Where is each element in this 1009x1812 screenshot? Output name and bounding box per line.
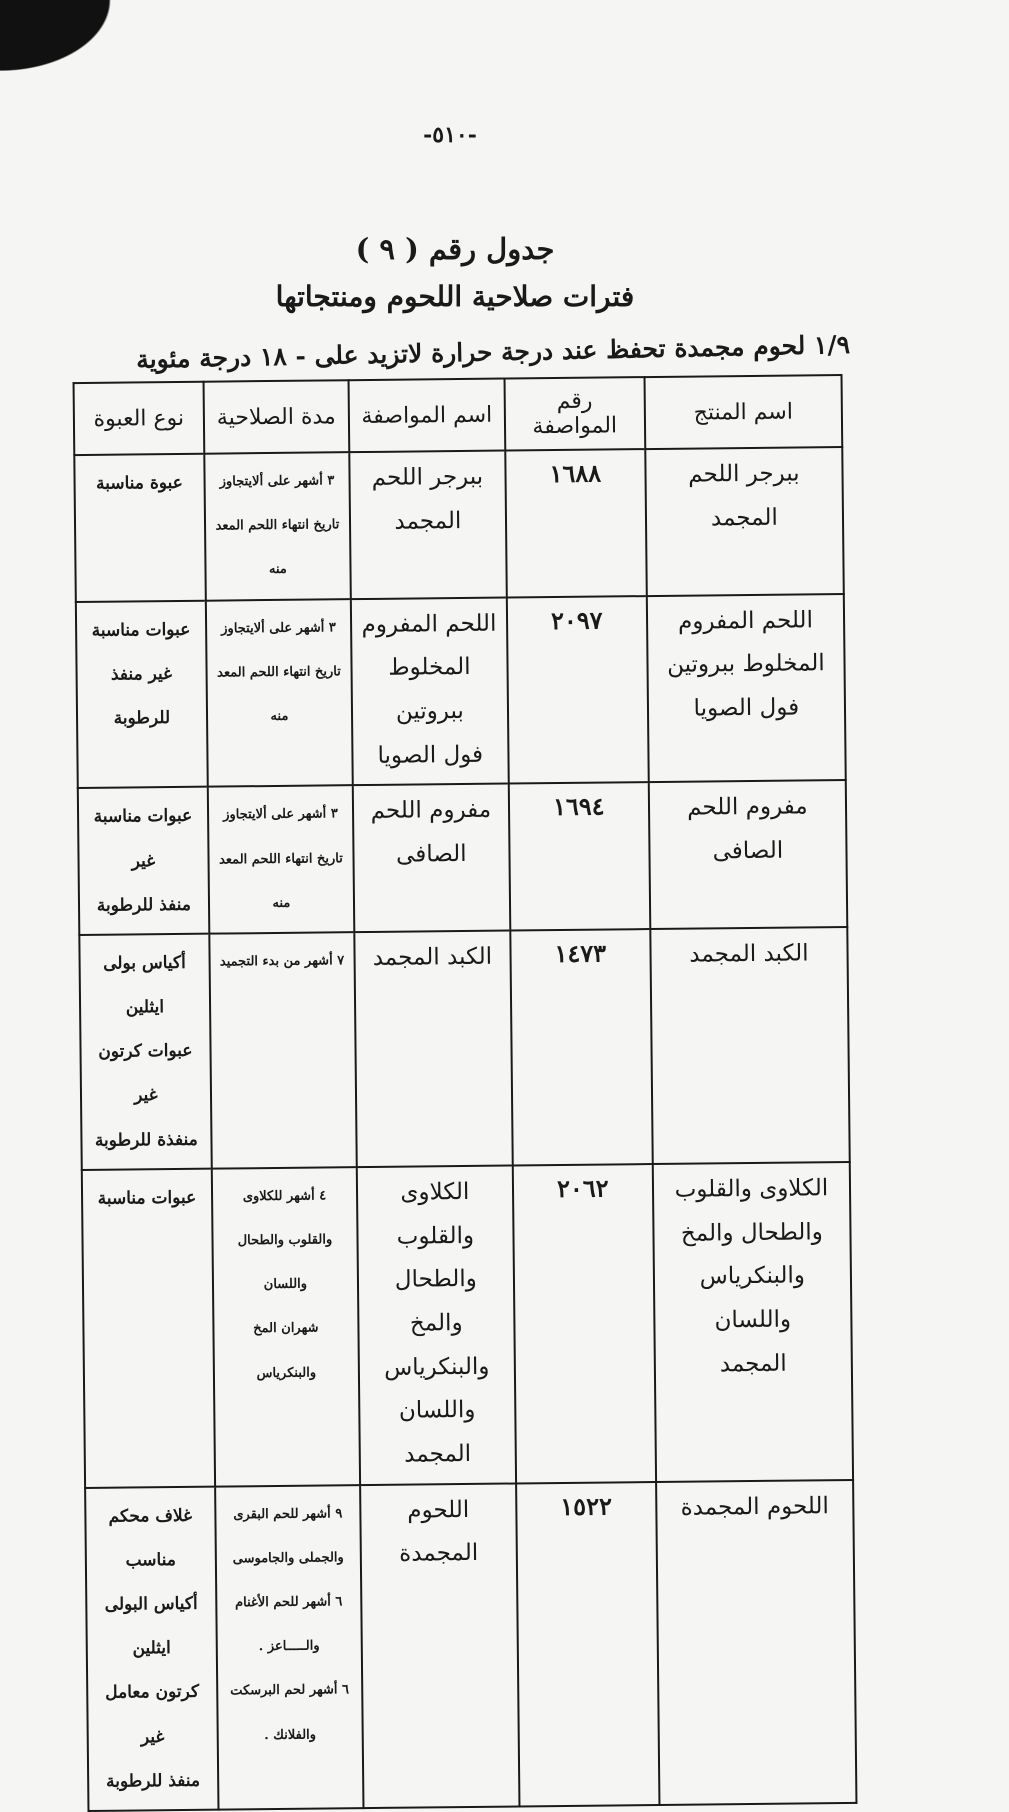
package-type-line: أكياس البولى ايثلين [104,1593,198,1659]
shelf-life-line: والجملى والجاموسى [232,1550,344,1567]
spec-name-line: والطحال والمخ [394,1266,477,1337]
spec-name-line: اللحم المفروم [361,610,497,638]
package-type-line: عبوات مناسبة غير [93,806,193,871]
shelf-life-line: ٩ أشهر للحم البقرى [233,1505,343,1523]
package-type-line: كرتون معامل غير [105,1682,200,1747]
shelf-life-cell [204,452,351,600]
product-name-line: ببرجر اللحم المجمد [688,460,800,532]
product-name-line: الكلاوى والقلوب [674,1175,829,1203]
package-type-line: منفذ للرطوبة [105,1770,201,1792]
table-row [79,927,849,1170]
spec-name-cell [357,1165,516,1484]
shelf-life-table [73,374,858,1812]
product-name-cell [645,447,844,596]
spec-name-cell [360,1483,519,1808]
shelf-life-cell [206,599,353,787]
header-shelf-life: مدة الصلاحية [203,380,349,454]
package-type-line: للرطوبة [113,708,171,729]
product-name-line: اللحم المفروم [677,606,814,635]
shelf-life-line: والقلوب والطحال [237,1232,333,1249]
header-package-type: نوع العبوة [74,382,204,455]
page-number: -٥١٠- [423,122,477,148]
spec-name-line: فول الصويا [377,741,484,769]
package-type-line: عبوة مناسبة [95,472,183,494]
package-type-line: أكياس بولى ايثلين [103,952,186,1018]
spec-name-cell [351,597,509,785]
product-name-line: اللحوم المجمدة [680,1492,830,1521]
package-type-cell [78,787,209,935]
header-product-name: اسم المنتج [644,375,842,449]
package-type-cell [76,600,208,788]
shelf-life-line: تاريخ انتهاء اللحم المعد منه [215,517,340,578]
table-row [74,447,843,602]
spec-number-cell: ١٦٩٤ [508,782,650,930]
product-name-cell [653,1162,854,1482]
shelf-life-line: ٧ أشهر من بدء التجميد [219,953,345,970]
table-row [85,1480,856,1811]
table-row [82,1162,853,1488]
spec-name-line: والبنكرياس [383,1353,490,1381]
package-type-cell [79,934,211,1170]
section-heading: ١/٩ لحوم مجمدة تحفظ عند درجة حرارة لاتزيد على - ١٨ درجة مئوية [135,330,851,374]
shelf-life-line: تاريخ انتهاء اللحم المعد منه [217,664,341,724]
spec-name-line: ببرجر اللحم [371,463,484,491]
shelf-life-line: شهران المخ والبنكرياس [253,1320,319,1381]
product-name-line: المخلوط ببروتين [666,650,825,679]
package-type-line: عبوات كرتون غير [98,1041,193,1106]
package-type-line: عبوات مناسبة [91,619,191,641]
header-spec-number: رقم المواصفة [504,377,645,450]
spec-number-cell: ٢٠٦٢ [512,1164,655,1483]
spec-number-cell: ٢٠٩٧ [507,596,649,784]
spec-number-cell: ١٦٨٨ [505,449,647,597]
package-type-line: غير منفذ [110,663,173,685]
product-name-line: مفروم اللحم [687,793,808,821]
shelf-life-cell [208,785,355,933]
spec-name-line: مفروم اللحم [370,797,492,825]
header-spec-name: اسم المواصفة [349,379,505,453]
shelf-life-line: والفلانك . [264,1727,317,1743]
product-name-cell [649,780,848,929]
package-type-line: منفذة للرطوبة [94,1129,198,1151]
spec-name-line: الصافى [395,840,467,868]
product-name-cell [650,927,850,1164]
spec-name-cell [349,451,506,599]
shelf-life-cell [212,1167,361,1486]
shelf-life-line: ٣ أشهر على ألايتجاوز [219,473,335,490]
spec-name-line: اللحوم المجمدة [399,1496,479,1568]
spec-name-line: واللسان المجمد [398,1397,476,1468]
product-name-cell [647,594,846,783]
shelf-life-line: ٣ أشهر على ألايتجاوز [223,806,338,823]
shelf-life-line: ٣ أشهر على ألايتجاوز [221,619,336,637]
shelf-life-cell [209,932,357,1168]
spec-name-line: الكلاوى والقلوب [396,1178,475,1250]
spec-name-cell [353,784,510,932]
spec-name-line: الكبد المجمد [372,943,493,971]
package-type-cell [82,1168,215,1487]
spec-name-cell [354,930,512,1167]
package-type-line: عبوات مناسبة [97,1187,197,1209]
product-name-line: المجمد [719,1350,787,1377]
package-type-line: منفذ للرطوبة [96,894,192,916]
product-name-line: فول الصويا [693,694,800,722]
spec-name-line: المجمد [394,507,462,535]
product-name-line: والطحال والمخ [680,1218,823,1247]
shelf-life-cell [215,1485,364,1810]
scan-shadow-corner [0,0,140,90]
product-name-line: والبنكرياس واللسان [699,1262,806,1334]
product-name-line: الكبد المجمد [689,940,809,968]
product-name-line: الصافى [712,837,784,865]
shelf-life-line: تاريخ انتهاء اللحم المعد منه [218,850,343,911]
product-name-cell [656,1480,857,1805]
package-type-line: غلاف محكم مناسب [108,1505,193,1571]
shelf-life-line: واللسان [263,1276,308,1293]
spec-name-line: المخلوط ببروتين [388,654,471,725]
package-type-cell [85,1486,218,1811]
table-row [76,594,846,789]
shelf-life-line: ٦ أشهر لحم البرسكت [230,1682,350,1699]
table-row [78,780,847,935]
spec-number-cell: ١٤٧٣ [510,929,653,1165]
shelf-life-line: ٦ أشهر للحم الأغنام [234,1594,343,1611]
table-header-row [74,375,843,455]
shelf-life-line: ٤ أشهر للكلاوى [242,1188,327,1205]
package-type-cell [74,454,205,602]
shelf-life-line: والـــــاعز . [258,1638,320,1655]
spec-number-cell: ١٥٢٢ [516,1482,659,1807]
table-title: جدول رقم ( ٩ ) [355,232,555,266]
table-subtitle: فترات صلاحية اللحوم ومنتجاتها [275,280,635,313]
